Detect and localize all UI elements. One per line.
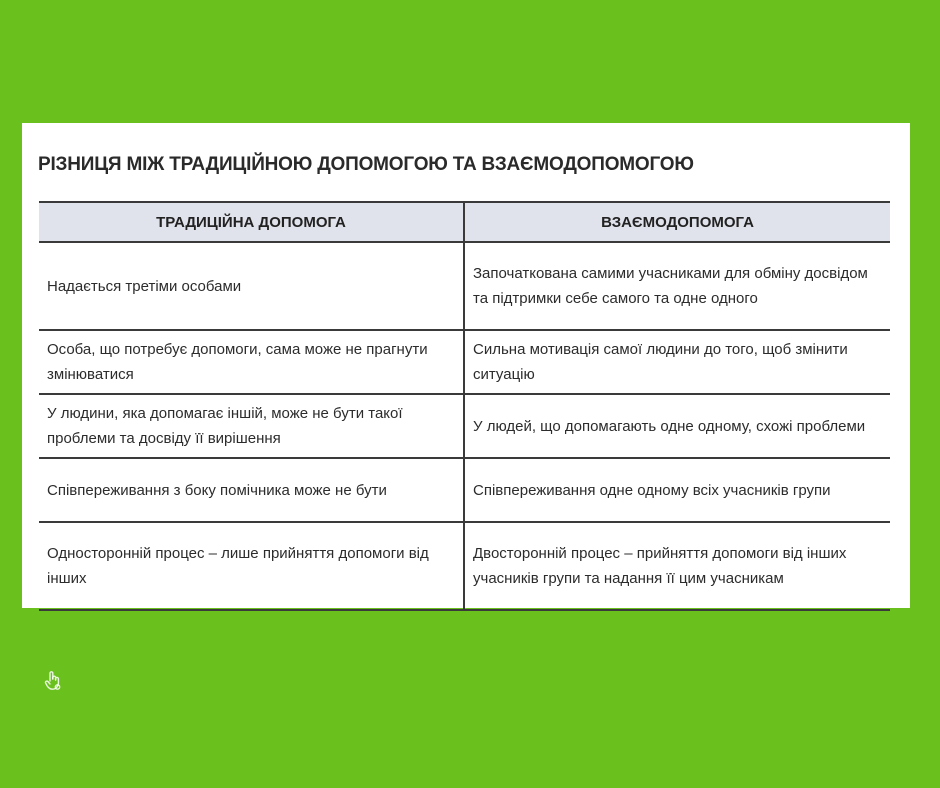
traditional-cell: У людини, яка допомагає іншій, може не бути такої проблеми та досвіду її вирішення xyxy=(39,394,464,458)
hand-pointer-icon xyxy=(44,670,64,692)
mutual-cell: Двосторонній процес – прийняття допомоги від інших учасників групи та надання її цим учасникам xyxy=(464,522,890,610)
table-row xyxy=(39,394,890,458)
traditional-cell: Співпереживання з боку помічника може не бути xyxy=(39,458,464,522)
document-title: РІЗНИЦЯ МІЖ ТРАДИЦІЙНОЮ ДОПОМОГОЮ ТА ВЗАЄМОДОПОМОГОЮ xyxy=(38,154,694,175)
table-row xyxy=(39,242,890,330)
table-row xyxy=(39,330,890,394)
mutual-cell: У людей, що допомагають одне одному, схожі проблеми xyxy=(464,394,890,458)
table-row xyxy=(39,522,890,610)
traditional-cell: Особа, що потребує допомоги, сама може не прагнути змінюватися xyxy=(39,330,464,394)
document-card xyxy=(22,123,910,608)
mutual-cell: Співпереживання одне одному всіх учасників групи xyxy=(464,458,890,522)
table-row xyxy=(39,458,890,522)
mutual-cell: Сильна мотивація самої людини до того, щоб змінити ситуацію xyxy=(464,330,890,394)
header-traditional-help: ТРАДИЦІЙНА ДОПОМОГА xyxy=(39,202,464,242)
table-header-row xyxy=(39,202,890,242)
mutual-cell: Започаткована самими учасниками для обміну досвідом та підтримки себе самого та одне одного xyxy=(464,242,890,330)
comparison-table xyxy=(39,201,890,611)
traditional-cell: Надається третіми особами xyxy=(39,242,464,330)
traditional-cell: Односторонній процес – лише прийняття допомоги від інших xyxy=(39,522,464,610)
header-mutual-help: ВЗАЄМОДОПОМОГА xyxy=(464,202,890,242)
